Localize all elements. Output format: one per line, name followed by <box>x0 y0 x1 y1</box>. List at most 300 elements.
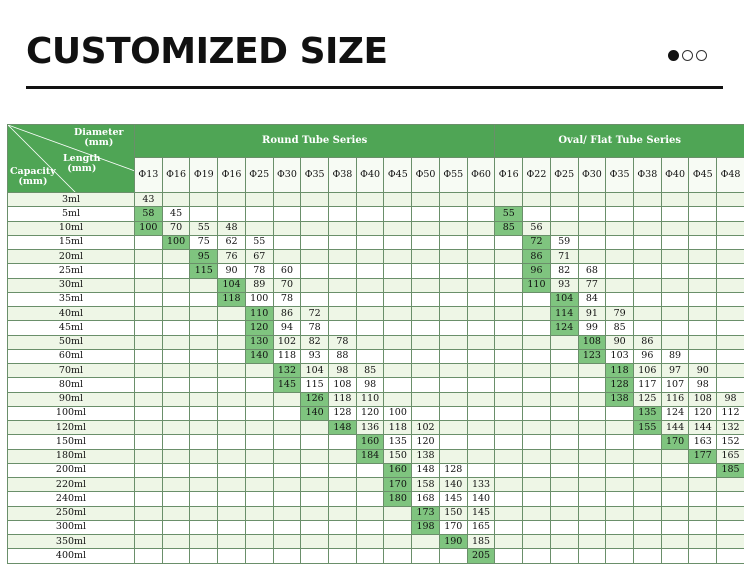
size-value-cell: 138 <box>606 392 634 406</box>
size-value-cell: 114 <box>550 307 578 321</box>
size-value-cell: 144 <box>661 421 689 435</box>
capacity-cell: 3ml <box>8 193 135 207</box>
empty-cell <box>356 250 384 264</box>
empty-cell <box>439 364 467 378</box>
size-value-cell: 123 <box>578 349 606 363</box>
diameter-header: Φ16 <box>162 158 190 193</box>
empty-cell <box>578 421 606 435</box>
size-value-cell: 88 <box>329 349 357 363</box>
empty-cell <box>135 307 163 321</box>
empty-cell <box>550 449 578 463</box>
empty-cell <box>412 278 440 292</box>
size-value-cell: 120 <box>412 435 440 449</box>
empty-cell <box>523 378 551 392</box>
empty-cell <box>717 520 744 534</box>
empty-cell <box>412 264 440 278</box>
empty-cell <box>329 278 357 292</box>
empty-cell <box>329 207 357 221</box>
size-value-cell: 144 <box>689 421 717 435</box>
size-value-cell: 165 <box>717 449 744 463</box>
empty-cell <box>329 478 357 492</box>
empty-cell <box>329 435 357 449</box>
size-value-cell: 185 <box>717 463 744 477</box>
size-value-cell: 67 <box>245 250 273 264</box>
empty-cell <box>550 478 578 492</box>
empty-cell <box>273 421 301 435</box>
empty-cell <box>550 549 578 563</box>
size-value-cell: 86 <box>273 307 301 321</box>
empty-cell <box>495 292 523 306</box>
table-row <box>8 478 745 492</box>
table-row <box>8 535 745 549</box>
empty-cell <box>245 221 273 235</box>
empty-cell <box>606 549 634 563</box>
empty-cell <box>301 193 329 207</box>
empty-cell <box>384 349 412 363</box>
empty-cell <box>162 292 190 306</box>
size-value-cell: 110 <box>523 278 551 292</box>
size-value-cell: 94 <box>273 321 301 335</box>
empty-cell <box>245 449 273 463</box>
size-value-cell: 140 <box>467 492 495 506</box>
size-value-cell: 78 <box>273 292 301 306</box>
size-value-cell: 133 <box>467 478 495 492</box>
empty-cell <box>245 392 273 406</box>
empty-cell <box>356 235 384 249</box>
size-value-cell: 79 <box>606 307 634 321</box>
empty-cell <box>633 535 661 549</box>
empty-cell <box>412 235 440 249</box>
empty-cell <box>329 449 357 463</box>
empty-cell <box>190 435 218 449</box>
capacity-cell: 60ml <box>8 349 135 363</box>
table-row <box>8 449 745 463</box>
empty-cell <box>218 463 246 477</box>
table-row <box>8 307 745 321</box>
empty-cell <box>162 364 190 378</box>
empty-cell <box>523 478 551 492</box>
empty-cell <box>439 335 467 349</box>
empty-cell <box>329 321 357 335</box>
size-value-cell: 77 <box>578 278 606 292</box>
empty-cell <box>550 193 578 207</box>
empty-cell <box>606 449 634 463</box>
size-value-cell: 145 <box>439 492 467 506</box>
empty-cell <box>135 435 163 449</box>
empty-cell <box>661 549 689 563</box>
size-value-cell: 107 <box>661 378 689 392</box>
empty-cell <box>218 478 246 492</box>
empty-cell <box>439 264 467 278</box>
empty-cell <box>633 278 661 292</box>
empty-cell <box>439 207 467 221</box>
empty-cell <box>717 321 744 335</box>
capacity-cell: 300ml <box>8 520 135 534</box>
empty-cell <box>467 449 495 463</box>
pager-dot[interactable] <box>682 50 693 61</box>
empty-cell <box>218 506 246 520</box>
size-value-cell: 93 <box>550 278 578 292</box>
empty-cell <box>550 492 578 506</box>
empty-cell <box>689 193 717 207</box>
empty-cell <box>550 221 578 235</box>
empty-cell <box>523 535 551 549</box>
empty-cell <box>661 449 689 463</box>
empty-cell <box>245 506 273 520</box>
empty-cell <box>689 535 717 549</box>
size-value-cell: 184 <box>356 449 384 463</box>
empty-cell <box>550 335 578 349</box>
size-value-cell: 128 <box>329 406 357 420</box>
empty-cell <box>162 378 190 392</box>
empty-cell <box>218 449 246 463</box>
empty-cell <box>439 421 467 435</box>
empty-cell <box>356 321 384 335</box>
empty-cell <box>356 535 384 549</box>
empty-cell <box>412 406 440 420</box>
size-value-cell: 82 <box>301 335 329 349</box>
empty-cell <box>301 278 329 292</box>
empty-cell <box>135 406 163 420</box>
empty-cell <box>661 520 689 534</box>
empty-cell <box>606 221 634 235</box>
empty-cell <box>190 492 218 506</box>
empty-cell <box>578 492 606 506</box>
table-row <box>8 406 745 420</box>
empty-cell <box>606 463 634 477</box>
empty-cell <box>301 478 329 492</box>
empty-cell <box>356 278 384 292</box>
empty-cell <box>329 193 357 207</box>
empty-cell <box>523 435 551 449</box>
empty-cell <box>550 421 578 435</box>
size-value-cell: 138 <box>412 449 440 463</box>
size-value-cell: 85 <box>356 364 384 378</box>
empty-cell <box>661 193 689 207</box>
capacity-cell: 200ml <box>8 463 135 477</box>
empty-cell <box>273 549 301 563</box>
size-value-cell: 86 <box>523 250 551 264</box>
empty-cell <box>633 292 661 306</box>
empty-cell <box>135 264 163 278</box>
empty-cell <box>689 506 717 520</box>
empty-cell <box>412 292 440 306</box>
size-value-cell: 120 <box>356 406 384 420</box>
table-corner-header <box>8 125 135 193</box>
empty-cell <box>301 250 329 264</box>
empty-cell <box>412 207 440 221</box>
size-value-cell: 120 <box>245 321 273 335</box>
size-value-cell: 78 <box>245 264 273 278</box>
size-value-cell: 118 <box>273 349 301 363</box>
size-value-cell: 125 <box>633 392 661 406</box>
empty-cell <box>606 492 634 506</box>
empty-cell <box>439 392 467 406</box>
size-value-cell: 118 <box>606 364 634 378</box>
empty-cell <box>412 549 440 563</box>
empty-cell <box>273 207 301 221</box>
empty-cell <box>273 193 301 207</box>
size-value-cell: 124 <box>550 321 578 335</box>
empty-cell <box>384 520 412 534</box>
size-value-cell: 140 <box>301 406 329 420</box>
series-header: Round Tube Series <box>135 125 495 158</box>
empty-cell <box>689 207 717 221</box>
empty-cell <box>301 292 329 306</box>
size-value-cell: 140 <box>439 478 467 492</box>
empty-cell <box>495 264 523 278</box>
empty-cell <box>135 349 163 363</box>
empty-cell <box>218 421 246 435</box>
empty-cell <box>162 406 190 420</box>
empty-cell <box>162 506 190 520</box>
empty-cell <box>135 449 163 463</box>
size-value-cell: 59 <box>550 235 578 249</box>
empty-cell <box>384 364 412 378</box>
empty-cell <box>384 250 412 264</box>
empty-cell <box>273 478 301 492</box>
series-header: Oval/ Flat Tube Series <box>495 125 744 158</box>
size-value-cell: 55 <box>245 235 273 249</box>
empty-cell <box>135 549 163 563</box>
empty-cell <box>495 406 523 420</box>
diameter-header: Φ40 <box>356 158 384 193</box>
empty-cell <box>135 278 163 292</box>
empty-cell <box>301 492 329 506</box>
empty-cell <box>329 307 357 321</box>
empty-cell <box>717 506 744 520</box>
empty-cell <box>606 406 634 420</box>
empty-cell <box>301 520 329 534</box>
empty-cell <box>578 250 606 264</box>
empty-cell <box>218 364 246 378</box>
empty-cell <box>633 435 661 449</box>
size-value-cell: 118 <box>329 392 357 406</box>
empty-cell <box>550 392 578 406</box>
empty-cell <box>661 463 689 477</box>
empty-cell <box>190 449 218 463</box>
table-row <box>8 292 745 306</box>
empty-cell <box>689 335 717 349</box>
table-row <box>8 235 745 249</box>
size-value-cell: 48 <box>218 221 246 235</box>
empty-cell <box>273 463 301 477</box>
empty-cell <box>495 392 523 406</box>
empty-cell <box>495 421 523 435</box>
empty-cell <box>633 235 661 249</box>
empty-cell <box>356 264 384 278</box>
size-value-cell: 82 <box>550 264 578 278</box>
empty-cell <box>578 506 606 520</box>
size-value-cell: 205 <box>467 549 495 563</box>
size-value-cell: 150 <box>384 449 412 463</box>
size-value-cell: 170 <box>439 520 467 534</box>
empty-cell <box>467 250 495 264</box>
empty-cell <box>467 463 495 477</box>
empty-cell <box>190 506 218 520</box>
table-row <box>8 221 745 235</box>
empty-cell <box>412 193 440 207</box>
empty-cell <box>190 463 218 477</box>
size-value-cell: 75 <box>190 235 218 249</box>
empty-cell <box>661 292 689 306</box>
table-row <box>8 207 745 221</box>
empty-cell <box>135 520 163 534</box>
empty-cell <box>689 307 717 321</box>
empty-cell <box>717 335 744 349</box>
empty-cell <box>578 235 606 249</box>
size-value-cell: 115 <box>301 378 329 392</box>
diameter-header: Φ30 <box>273 158 301 193</box>
diameter-header: Φ48 <box>717 158 744 193</box>
empty-cell <box>273 535 301 549</box>
title-underline <box>26 86 723 89</box>
empty-cell <box>301 221 329 235</box>
diameter-header: Φ19 <box>190 158 218 193</box>
size-value-cell: 102 <box>273 335 301 349</box>
empty-cell <box>523 421 551 435</box>
empty-cell <box>412 307 440 321</box>
empty-cell <box>550 506 578 520</box>
empty-cell <box>329 250 357 264</box>
empty-cell <box>550 207 578 221</box>
size-value-cell: 132 <box>717 421 744 435</box>
diameter-header: Φ16 <box>495 158 523 193</box>
empty-cell <box>135 506 163 520</box>
empty-cell <box>467 264 495 278</box>
empty-cell <box>495 278 523 292</box>
empty-cell <box>190 335 218 349</box>
empty-cell <box>717 278 744 292</box>
capacity-cell: 70ml <box>8 364 135 378</box>
size-value-cell: 99 <box>578 321 606 335</box>
empty-cell <box>273 520 301 534</box>
empty-cell <box>550 535 578 549</box>
table-row <box>8 264 745 278</box>
empty-cell <box>273 221 301 235</box>
empty-cell <box>606 535 634 549</box>
empty-cell <box>661 535 689 549</box>
empty-cell <box>301 506 329 520</box>
empty-cell <box>162 307 190 321</box>
empty-cell <box>329 506 357 520</box>
empty-cell <box>190 207 218 221</box>
empty-cell <box>162 264 190 278</box>
empty-cell <box>190 535 218 549</box>
empty-cell <box>689 492 717 506</box>
empty-cell <box>717 349 744 363</box>
diameter-header: Φ25 <box>245 158 273 193</box>
empty-cell <box>329 535 357 549</box>
empty-cell <box>190 549 218 563</box>
empty-cell <box>245 406 273 420</box>
size-value-cell: 100 <box>135 221 163 235</box>
table-row <box>8 321 745 335</box>
empty-cell <box>329 463 357 477</box>
pager-dot[interactable] <box>668 50 679 61</box>
empty-cell <box>218 321 246 335</box>
empty-cell <box>717 535 744 549</box>
empty-cell <box>162 549 190 563</box>
capacity-cell: 220ml <box>8 478 135 492</box>
empty-cell <box>190 321 218 335</box>
empty-cell <box>661 235 689 249</box>
size-value-cell: 106 <box>633 364 661 378</box>
size-value-cell: 85 <box>495 221 523 235</box>
empty-cell <box>245 520 273 534</box>
empty-cell <box>495 335 523 349</box>
empty-cell <box>661 492 689 506</box>
empty-cell <box>578 535 606 549</box>
empty-cell <box>661 264 689 278</box>
capacity-cell: 25ml <box>8 264 135 278</box>
pager-dots[interactable] <box>668 50 707 61</box>
empty-cell <box>689 292 717 306</box>
empty-cell <box>689 478 717 492</box>
size-value-cell: 98 <box>329 364 357 378</box>
size-value-cell: 89 <box>661 349 689 363</box>
empty-cell <box>273 250 301 264</box>
size-value-cell: 96 <box>633 349 661 363</box>
empty-cell <box>245 193 273 207</box>
size-value-cell: 118 <box>218 292 246 306</box>
empty-cell <box>245 535 273 549</box>
empty-cell <box>523 506 551 520</box>
empty-cell <box>523 207 551 221</box>
pager-dot[interactable] <box>696 50 707 61</box>
empty-cell <box>523 463 551 477</box>
empty-cell <box>578 520 606 534</box>
empty-cell <box>301 549 329 563</box>
empty-cell <box>578 364 606 378</box>
diameter-header: Φ60 <box>467 158 495 193</box>
empty-cell <box>439 278 467 292</box>
empty-cell <box>135 250 163 264</box>
empty-cell <box>523 406 551 420</box>
empty-cell <box>384 392 412 406</box>
size-value-cell: 148 <box>412 463 440 477</box>
empty-cell <box>523 193 551 207</box>
size-value-cell: 55 <box>495 207 523 221</box>
empty-cell <box>356 335 384 349</box>
empty-cell <box>190 406 218 420</box>
empty-cell <box>412 349 440 363</box>
empty-cell <box>356 549 384 563</box>
empty-cell <box>384 235 412 249</box>
empty-cell <box>633 492 661 506</box>
empty-cell <box>689 349 717 363</box>
size-value-cell: 98 <box>356 378 384 392</box>
empty-cell <box>550 364 578 378</box>
empty-cell <box>162 349 190 363</box>
diameter-header: Φ45 <box>384 158 412 193</box>
empty-cell <box>523 549 551 563</box>
empty-cell <box>329 235 357 249</box>
table-row <box>8 435 745 449</box>
empty-cell <box>301 463 329 477</box>
empty-cell <box>384 378 412 392</box>
empty-cell <box>578 207 606 221</box>
empty-cell <box>467 235 495 249</box>
empty-cell <box>356 349 384 363</box>
empty-cell <box>301 264 329 278</box>
empty-cell <box>606 250 634 264</box>
empty-cell <box>495 307 523 321</box>
empty-cell <box>467 321 495 335</box>
empty-cell <box>523 307 551 321</box>
empty-cell <box>578 435 606 449</box>
empty-cell <box>162 250 190 264</box>
